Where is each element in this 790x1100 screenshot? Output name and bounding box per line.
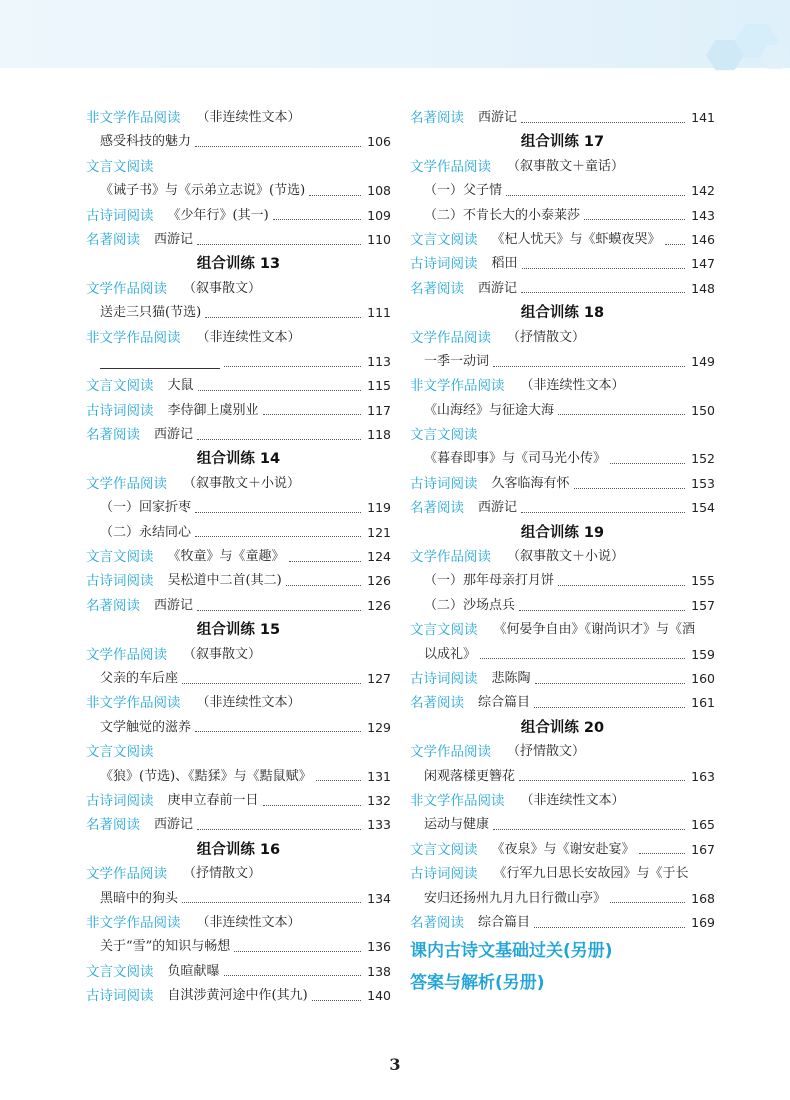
dot-leader bbox=[534, 707, 685, 708]
entry-page: 134 bbox=[367, 890, 391, 906]
entry-page: 129 bbox=[367, 719, 391, 735]
toc-row[interactable] bbox=[410, 594, 715, 618]
category-label: 名著阅读 bbox=[86, 817, 140, 834]
dot-leader bbox=[610, 902, 685, 903]
toc-row bbox=[86, 106, 391, 130]
category-label: 文学作品阅读 bbox=[410, 158, 491, 175]
category-label: 非文学作品阅读 bbox=[86, 329, 181, 346]
dot-leader bbox=[263, 414, 361, 415]
separate-volume-link[interactable]: 答案与解析(另册) bbox=[410, 973, 545, 994]
entry-page: 168 bbox=[691, 890, 715, 906]
dot-leader bbox=[558, 585, 685, 586]
category-label: 文言文阅读 bbox=[410, 427, 478, 444]
category-label: 名著阅读 bbox=[86, 597, 140, 614]
dot-leader bbox=[309, 195, 361, 196]
entry-title: 西游记 bbox=[478, 280, 518, 296]
toc-row bbox=[86, 691, 391, 715]
category-label: 文言文阅读 bbox=[410, 231, 478, 248]
section-heading: 组合训练 20 bbox=[520, 719, 605, 736]
entry-page: 140 bbox=[367, 988, 391, 1004]
page-number: 3 bbox=[389, 1055, 401, 1074]
toc-row[interactable] bbox=[86, 130, 391, 154]
entry-title: （一）那年母亲打月饼 bbox=[424, 573, 555, 589]
section-heading: 组合训练 15 bbox=[196, 622, 281, 639]
dot-leader bbox=[198, 390, 361, 391]
toc-row[interactable] bbox=[410, 691, 715, 715]
entry-title: 负暄献曝 bbox=[167, 963, 220, 979]
entry-title: 运动与健康 bbox=[424, 817, 490, 833]
toc-row[interactable] bbox=[86, 569, 391, 593]
entry-title: （二）永结同心 bbox=[100, 524, 192, 540]
category-subtitle: （非连续性文本） bbox=[196, 110, 301, 125]
toc-row bbox=[86, 155, 391, 179]
dot-leader bbox=[493, 829, 685, 830]
dot-leader bbox=[197, 244, 361, 245]
category-label: 古诗词阅读 bbox=[86, 792, 154, 809]
category-label: 名著阅读 bbox=[410, 695, 464, 712]
entry-title: 大鼠 bbox=[167, 378, 194, 394]
toc-row bbox=[86, 862, 391, 886]
entry-page: 119 bbox=[367, 500, 391, 516]
dot-leader bbox=[289, 561, 361, 562]
category-subtitle: （非连续性文本） bbox=[520, 792, 625, 808]
toc-row bbox=[410, 326, 715, 350]
entry-title: 吴松道中二首(其二) bbox=[167, 573, 282, 589]
entry-title: 《少年行》(其一) bbox=[167, 207, 269, 223]
entry-page: 163 bbox=[691, 768, 715, 784]
dot-leader bbox=[521, 292, 685, 293]
toc-row[interactable] bbox=[86, 984, 391, 1008]
section-heading: 组合训练 18 bbox=[520, 305, 605, 322]
category-label: 古诗词阅读 bbox=[410, 866, 478, 883]
dot-leader bbox=[519, 610, 685, 611]
toc-row[interactable] bbox=[86, 521, 391, 545]
toc-row bbox=[410, 740, 715, 764]
dot-leader bbox=[522, 268, 685, 269]
entry-title: 《杞人忧天》与《虾蟆夜哭》 bbox=[491, 231, 661, 247]
entry-page: 110 bbox=[367, 231, 391, 247]
dot-leader bbox=[182, 902, 361, 903]
category-label: 非文学作品阅读 bbox=[410, 378, 505, 395]
toc-row bbox=[86, 643, 391, 667]
entry-page: 153 bbox=[691, 475, 715, 491]
dot-leader bbox=[521, 122, 685, 123]
dot-leader bbox=[519, 780, 685, 781]
dot-leader bbox=[558, 414, 685, 415]
entry-title: 李侍御上虞别业 bbox=[167, 402, 259, 418]
toc-row[interactable] bbox=[410, 106, 715, 130]
entry-title: 稻田 bbox=[491, 256, 518, 272]
toc-row[interactable] bbox=[410, 667, 715, 691]
entry-title: 关于“雪”的知识与畅想 bbox=[100, 939, 231, 955]
entry-page: 167 bbox=[691, 841, 715, 857]
entry-page: 146 bbox=[691, 231, 715, 247]
toc-row[interactable] bbox=[410, 277, 715, 301]
toc-row[interactable] bbox=[86, 765, 391, 789]
entry-page: 159 bbox=[691, 646, 715, 662]
category-label: 古诗词阅读 bbox=[86, 988, 154, 1005]
toc-row[interactable] bbox=[86, 887, 391, 911]
toc-row bbox=[410, 374, 715, 398]
dot-leader bbox=[195, 731, 361, 732]
entry-title: 西游记 bbox=[154, 817, 194, 833]
toc-left-column bbox=[86, 106, 391, 1008]
entry-title: 久客临海有怀 bbox=[491, 475, 570, 491]
entry-page: 115 bbox=[367, 378, 391, 394]
toc-row[interactable] bbox=[86, 960, 391, 984]
category-label: 文言文阅读 bbox=[410, 622, 478, 639]
entry-title: 自淇涉黄河途中作(其九) bbox=[167, 988, 308, 1004]
entry-title: 《狼》(节选)、《黠猱》与《黠鼠赋》 bbox=[100, 768, 312, 784]
toc-row[interactable] bbox=[86, 716, 391, 740]
entry-title: 综合篇目 bbox=[478, 695, 531, 711]
entry-title: 闲观落樣更簪花 bbox=[424, 768, 516, 784]
dot-leader bbox=[182, 683, 361, 684]
entry-page: 148 bbox=[691, 280, 715, 296]
dot-leader bbox=[224, 975, 361, 976]
toc-row[interactable] bbox=[86, 399, 391, 423]
category-label: 文言文阅读 bbox=[410, 841, 478, 858]
category-subtitle: （抒情散文） bbox=[507, 329, 586, 345]
toc-row[interactable] bbox=[410, 911, 715, 935]
entry-page: 152 bbox=[691, 451, 715, 467]
toc-row[interactable] bbox=[410, 179, 715, 203]
entry-page: 157 bbox=[691, 597, 715, 613]
category-label: 古诗词阅读 bbox=[410, 256, 478, 273]
category-label: 名著阅读 bbox=[410, 280, 464, 297]
entry-title: 《暮春即事》与《司马光小传》 bbox=[424, 451, 607, 467]
dot-leader bbox=[506, 195, 685, 196]
toc-row[interactable] bbox=[410, 887, 715, 911]
entry-title: 送走三只猫(节选) bbox=[100, 305, 202, 321]
entry-page: 109 bbox=[367, 207, 391, 223]
section-heading: 组合训练 14 bbox=[196, 451, 281, 468]
toc-row bbox=[86, 911, 391, 935]
entry-page: 142 bbox=[691, 183, 715, 199]
entry-title: 综合篇目 bbox=[478, 914, 531, 930]
entry-title: （一）回家折枣 bbox=[100, 500, 192, 516]
entry-page: 160 bbox=[691, 670, 715, 686]
category-subtitle: （叙事散文） bbox=[183, 280, 262, 296]
category-label: 古诗词阅读 bbox=[86, 573, 154, 590]
entry-title: 《诫子书》与《示弟立志说》(节选) bbox=[100, 183, 306, 199]
toc-row[interactable] bbox=[86, 496, 391, 520]
toc-row[interactable] bbox=[410, 204, 715, 228]
category-label: 古诗词阅读 bbox=[86, 402, 154, 419]
toc-row[interactable] bbox=[86, 813, 391, 837]
separate-volume-link[interactable]: 课内古诗文基础过关(另册) bbox=[410, 941, 613, 962]
dot-leader bbox=[273, 219, 361, 220]
dot-leader bbox=[224, 366, 361, 367]
toc-row bbox=[410, 618, 715, 642]
category-label: 文言文阅读 bbox=[86, 963, 154, 980]
category-label: 名著阅读 bbox=[86, 427, 140, 444]
section-heading: 组合训练 13 bbox=[196, 256, 281, 273]
entry-page: 133 bbox=[367, 817, 391, 833]
toc-row[interactable] bbox=[86, 204, 391, 228]
toc-row[interactable] bbox=[410, 472, 715, 496]
toc-row[interactable] bbox=[86, 789, 391, 813]
category-label: 名著阅读 bbox=[410, 110, 464, 126]
category-label: 文学作品阅读 bbox=[86, 280, 167, 297]
dot-leader bbox=[584, 219, 685, 220]
entry-title: 西游记 bbox=[154, 231, 194, 247]
toc-row bbox=[86, 326, 391, 350]
category-label: 古诗词阅读 bbox=[410, 670, 478, 687]
entry-title: 《夜泉》与《谢安赴宴》 bbox=[491, 841, 635, 857]
dot-leader bbox=[534, 927, 685, 928]
category-subtitle: （非连续性文本） bbox=[520, 378, 625, 394]
category-subtitle: （叙事散文＋小说） bbox=[507, 549, 625, 565]
header-band bbox=[0, 0, 790, 68]
dot-leader bbox=[316, 780, 361, 781]
dot-leader bbox=[665, 244, 685, 245]
entry-page: 141 bbox=[691, 110, 715, 125]
toc-row[interactable] bbox=[410, 252, 715, 276]
category-subtitle: （非连续性文本） bbox=[196, 695, 301, 711]
entry-title: 西游记 bbox=[478, 500, 518, 516]
toc-row bbox=[410, 423, 715, 447]
dot-leader bbox=[535, 683, 685, 684]
dot-leader bbox=[610, 463, 685, 464]
entry-title: 感受科技的魅力 bbox=[100, 134, 192, 150]
entry-title: （一）父子情 bbox=[424, 183, 503, 199]
toc-row[interactable] bbox=[410, 228, 715, 252]
toc-row[interactable] bbox=[86, 374, 391, 398]
category-subtitle: （非连续性文本） bbox=[196, 914, 301, 930]
section-heading: 组合训练 16 bbox=[196, 841, 281, 858]
dot-leader bbox=[195, 146, 361, 147]
dot-leader bbox=[286, 585, 361, 586]
entry-title: 《山海经》与征途大海 bbox=[424, 402, 555, 418]
entry-title: 父亲的车后座 bbox=[100, 670, 179, 686]
entry-page: 121 bbox=[367, 524, 391, 540]
category-label: 名著阅读 bbox=[410, 500, 464, 517]
entry-page: 108 bbox=[367, 183, 391, 199]
category-label: 古诗词阅读 bbox=[86, 207, 154, 224]
category-label: 名著阅读 bbox=[410, 914, 464, 931]
dot-leader bbox=[312, 1000, 361, 1001]
entry-title: 西游记 bbox=[154, 427, 194, 443]
entry-page: 113 bbox=[367, 353, 391, 369]
toc-row[interactable] bbox=[86, 228, 391, 252]
entry-title: 悲陈陶 bbox=[491, 670, 531, 686]
category-label: 文学作品阅读 bbox=[86, 475, 167, 492]
entry-title: 文学触觉的滋养 bbox=[100, 719, 192, 735]
dot-leader bbox=[234, 951, 361, 952]
dot-leader bbox=[574, 488, 685, 489]
entry-page: 111 bbox=[367, 305, 391, 321]
category-label: 文言文阅读 bbox=[86, 549, 154, 566]
toc-row bbox=[86, 472, 391, 496]
entry-page: 154 bbox=[691, 500, 715, 516]
dot-leader bbox=[197, 829, 361, 830]
toc-row[interactable] bbox=[86, 667, 391, 691]
entry-title: （二）不肯长大的小泰莱莎 bbox=[424, 207, 581, 223]
category-label: 名著阅读 bbox=[86, 231, 140, 248]
toc-row[interactable] bbox=[410, 765, 715, 789]
entry-title: 庚申立春前一日 bbox=[167, 792, 259, 808]
toc-row bbox=[410, 155, 715, 179]
entry-page: 165 bbox=[691, 817, 715, 833]
category-subtitle: 《何晏争自由》《谢尚识才》与《酒 bbox=[493, 622, 696, 638]
toc-row[interactable] bbox=[86, 423, 391, 447]
dot-leader bbox=[639, 853, 685, 854]
dot-leader bbox=[493, 366, 685, 367]
entry-title: 以成礼》 bbox=[424, 646, 477, 662]
category-label: 非文学作品阅读 bbox=[86, 110, 181, 126]
category-subtitle: 《行军九日思长安故园》与《于长 bbox=[493, 866, 689, 882]
entry-page: 117 bbox=[367, 402, 391, 418]
toc-row[interactable] bbox=[410, 496, 715, 520]
entry-page: 126 bbox=[367, 573, 391, 589]
dot-leader bbox=[197, 610, 361, 611]
toc-row[interactable] bbox=[86, 594, 391, 618]
category-label: 古诗词阅读 bbox=[410, 475, 478, 492]
entry-page: 127 bbox=[367, 670, 391, 686]
entry-title: （二）沙场点兵 bbox=[424, 597, 516, 613]
entry-page: 124 bbox=[367, 549, 391, 565]
toc-row[interactable] bbox=[410, 838, 715, 862]
category-label: 非文学作品阅读 bbox=[86, 914, 181, 931]
category-label: 文学作品阅读 bbox=[86, 866, 167, 883]
toc-right-column bbox=[410, 106, 715, 999]
toc-row bbox=[86, 277, 391, 301]
category-subtitle: （叙事散文＋小说） bbox=[183, 475, 301, 491]
dot-leader bbox=[195, 512, 361, 513]
blank-title-line bbox=[100, 368, 220, 369]
category-label: 文学作品阅读 bbox=[86, 646, 167, 663]
toc-row bbox=[86, 740, 391, 764]
toc-row[interactable] bbox=[410, 399, 715, 423]
dot-leader bbox=[197, 439, 361, 440]
category-subtitle: （叙事散文＋童话） bbox=[507, 158, 625, 174]
toc-row[interactable] bbox=[410, 350, 715, 374]
dot-leader bbox=[205, 317, 361, 318]
toc-row[interactable] bbox=[86, 301, 391, 325]
toc-row bbox=[410, 545, 715, 569]
toc-row[interactable] bbox=[86, 935, 391, 959]
entry-page: 147 bbox=[691, 256, 715, 272]
category-label: 文学作品阅读 bbox=[410, 549, 491, 566]
dot-leader bbox=[263, 805, 361, 806]
entry-page: 155 bbox=[691, 573, 715, 589]
entry-title: 西游记 bbox=[478, 110, 518, 125]
entry-title: 《牧童》与《童趣》 bbox=[167, 549, 285, 565]
category-subtitle: （非连续性文本） bbox=[196, 329, 301, 345]
entry-page: 143 bbox=[691, 207, 715, 223]
toc-row[interactable] bbox=[410, 569, 715, 593]
entry-title: 一季一动词 bbox=[424, 353, 490, 369]
entry-title: 黑暗中的狗头 bbox=[100, 890, 179, 906]
toc-row[interactable] bbox=[410, 643, 715, 667]
category-label: 文学作品阅读 bbox=[410, 329, 491, 346]
toc-row bbox=[410, 862, 715, 886]
entry-page: 169 bbox=[691, 914, 715, 930]
entry-page: 150 bbox=[691, 402, 715, 418]
dot-leader bbox=[521, 512, 685, 513]
entry-page: 136 bbox=[367, 939, 391, 955]
category-label: 文言文阅读 bbox=[86, 158, 154, 175]
entry-page: 126 bbox=[367, 597, 391, 613]
entry-page: 106 bbox=[367, 134, 391, 150]
entry-page: 132 bbox=[367, 792, 391, 808]
entry-title: 安归还扬州九月九日行微山亭》 bbox=[424, 890, 607, 906]
section-heading: 组合训练 19 bbox=[520, 524, 605, 541]
entry-page: 161 bbox=[691, 695, 715, 711]
toc-row[interactable] bbox=[86, 179, 391, 203]
category-label: 文学作品阅读 bbox=[410, 744, 491, 761]
entry-page: 131 bbox=[367, 768, 391, 784]
section-heading: 组合训练 17 bbox=[520, 134, 605, 151]
toc-row bbox=[410, 789, 715, 813]
category-subtitle: （抒情散文） bbox=[183, 866, 262, 882]
category-subtitle: （叙事散文） bbox=[183, 646, 262, 662]
category-label: 文言文阅读 bbox=[86, 744, 154, 761]
toc-row[interactable] bbox=[86, 545, 391, 569]
entry-page: 138 bbox=[367, 963, 391, 979]
category-label: 非文学作品阅读 bbox=[86, 695, 181, 712]
toc-row[interactable] bbox=[410, 813, 715, 837]
toc-row[interactable] bbox=[410, 447, 715, 471]
category-label: 非文学作品阅读 bbox=[410, 792, 505, 809]
category-label: 文言文阅读 bbox=[86, 378, 154, 395]
dot-leader bbox=[195, 536, 361, 537]
entry-title: 西游记 bbox=[154, 597, 194, 613]
entry-page: 118 bbox=[367, 427, 391, 443]
entry-page: 149 bbox=[691, 353, 715, 369]
dot-leader bbox=[480, 658, 685, 659]
category-subtitle: （抒情散文） bbox=[507, 744, 586, 760]
toc-row[interactable] bbox=[86, 350, 391, 374]
